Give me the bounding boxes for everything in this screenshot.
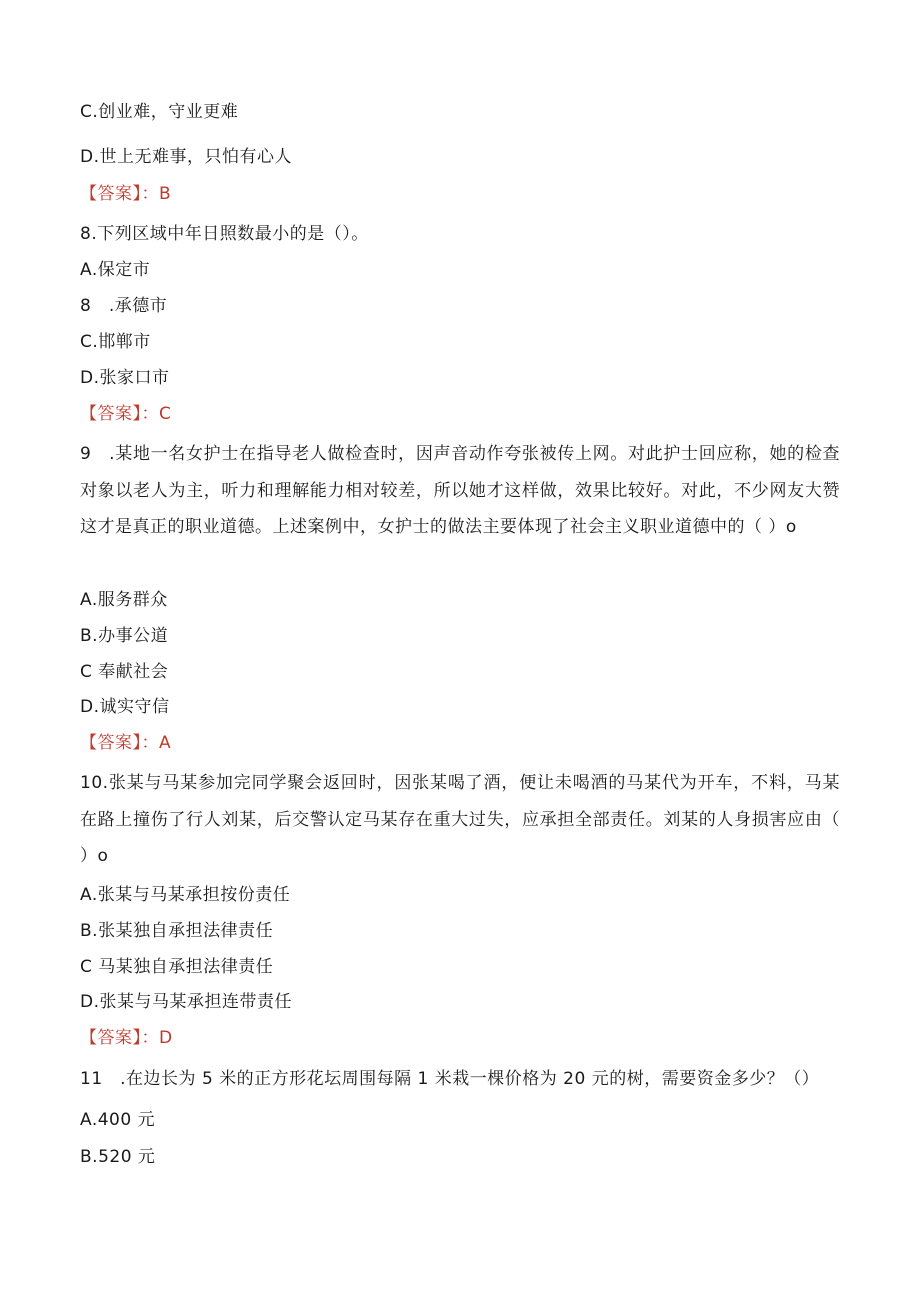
q10-option-a: A.张某与马某承担按份责任 — [80, 885, 291, 905]
q10-question: 10.张某与马某参加完同学聚会返回时，因张某喝了酒，便让未喝酒的马某代为开车，不料，马某在路上撞伤了行人刘某，后交警认定马某存在重大过失，应承担全部责任。刘某的人身损害应由（ ）o — [80, 773, 840, 866]
q9-option-b: B.办事公道 — [80, 626, 169, 646]
q9-option-a: A.服务群众 — [80, 590, 168, 610]
q9-option-c: C 奉献社会 — [80, 662, 169, 682]
q7-option-c: C.创业难，守业更难 — [80, 102, 239, 122]
q9-option-d: D.诚实守信 — [80, 697, 170, 717]
q10-option-d: D.张某与马某承担连带责任 — [80, 992, 292, 1012]
q8-option-d: D.张家口市 — [80, 368, 170, 388]
q11-question: 11 .在边长为 5 米的正方形花坛周围每隔 1 米栽一棵价格为 20 元的树，需要资金多少？（） — [80, 1069, 820, 1089]
q9-question: 9 .某地一名女护士在指导老人做检查时，因声音动作夸张被传上网。对此护士回应称，她的检查对象以老人为主，听力和理解能力相对较差，所以她才这样做，效果比较好。对此，不少网友大赞这才是真正的职业道德。上述案例中，女护士的做法主要体现了社会主义职业道德中的（ ）o — [80, 444, 840, 537]
q8-question: 8.下列区域中年日照数最小的是（）。 — [80, 224, 369, 244]
q10-option-b: B.张某独自承担法律责任 — [80, 921, 274, 941]
q7-answer: 【答案】：B — [80, 184, 172, 204]
q8-option-b: 8 .承德市 — [80, 296, 168, 316]
q10-answer: 【答案】：D — [80, 1028, 173, 1048]
q8-option-c: C.邯郸市 — [80, 332, 151, 352]
q9-answer: 【答案】：A — [80, 733, 172, 753]
q11-option-b: B.520 元 — [80, 1147, 156, 1167]
q10-option-c: C 马某独自承担法律责任 — [80, 957, 274, 977]
q8-answer: 【答案】：C — [80, 404, 172, 424]
q11-option-a: A.400 元 — [80, 1110, 156, 1130]
q7-option-d: D.世上无难事，只怕有心人 — [80, 147, 292, 167]
q8-option-a: A.保定市 — [80, 260, 151, 280]
